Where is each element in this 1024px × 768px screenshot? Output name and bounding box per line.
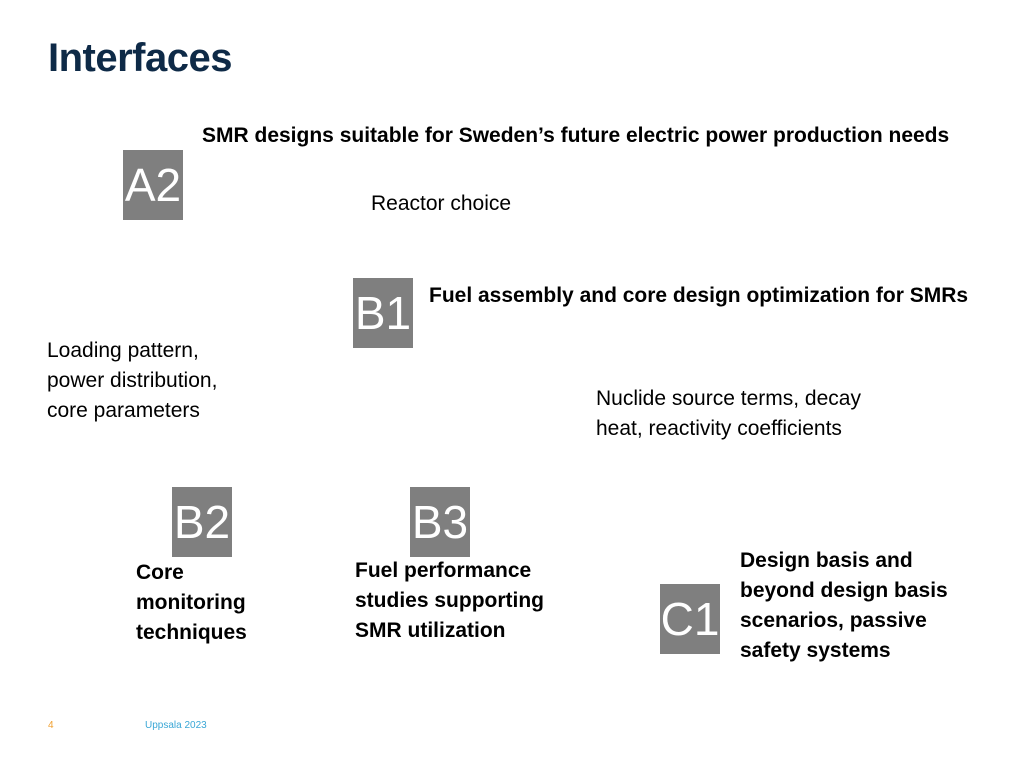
page-title: Interfaces bbox=[48, 36, 232, 80]
footer-event: Uppsala 2023 bbox=[145, 720, 207, 731]
b3-heading: Fuel performance studies supporting SMR utilization bbox=[355, 559, 544, 642]
reactor-choice-label: Reactor choice bbox=[371, 192, 512, 215]
loading-pattern-label: Loading pattern, power distribution, core parameters bbox=[47, 339, 218, 422]
b2-heading: Core monitoring techniques bbox=[136, 561, 247, 644]
b1-box: B1 bbox=[353, 278, 413, 348]
b3-box: B3 bbox=[410, 487, 470, 557]
a2-heading: SMR designs suitable for Sweden’s future electric power production needs bbox=[202, 124, 950, 147]
b2-box: B2 bbox=[172, 487, 232, 557]
page-number: 4 bbox=[48, 720, 54, 731]
c1-box: C1 bbox=[660, 584, 720, 654]
b1-heading: Fuel assembly and core design optimization for SMRs bbox=[429, 284, 969, 307]
a2-box: A2 bbox=[123, 150, 183, 220]
c1-heading: Design basis and beyond design basis scenarios, passive safety systems bbox=[740, 549, 948, 662]
nuclide-label: Nuclide source terms, decay heat, reactivity coefficients bbox=[596, 387, 861, 440]
